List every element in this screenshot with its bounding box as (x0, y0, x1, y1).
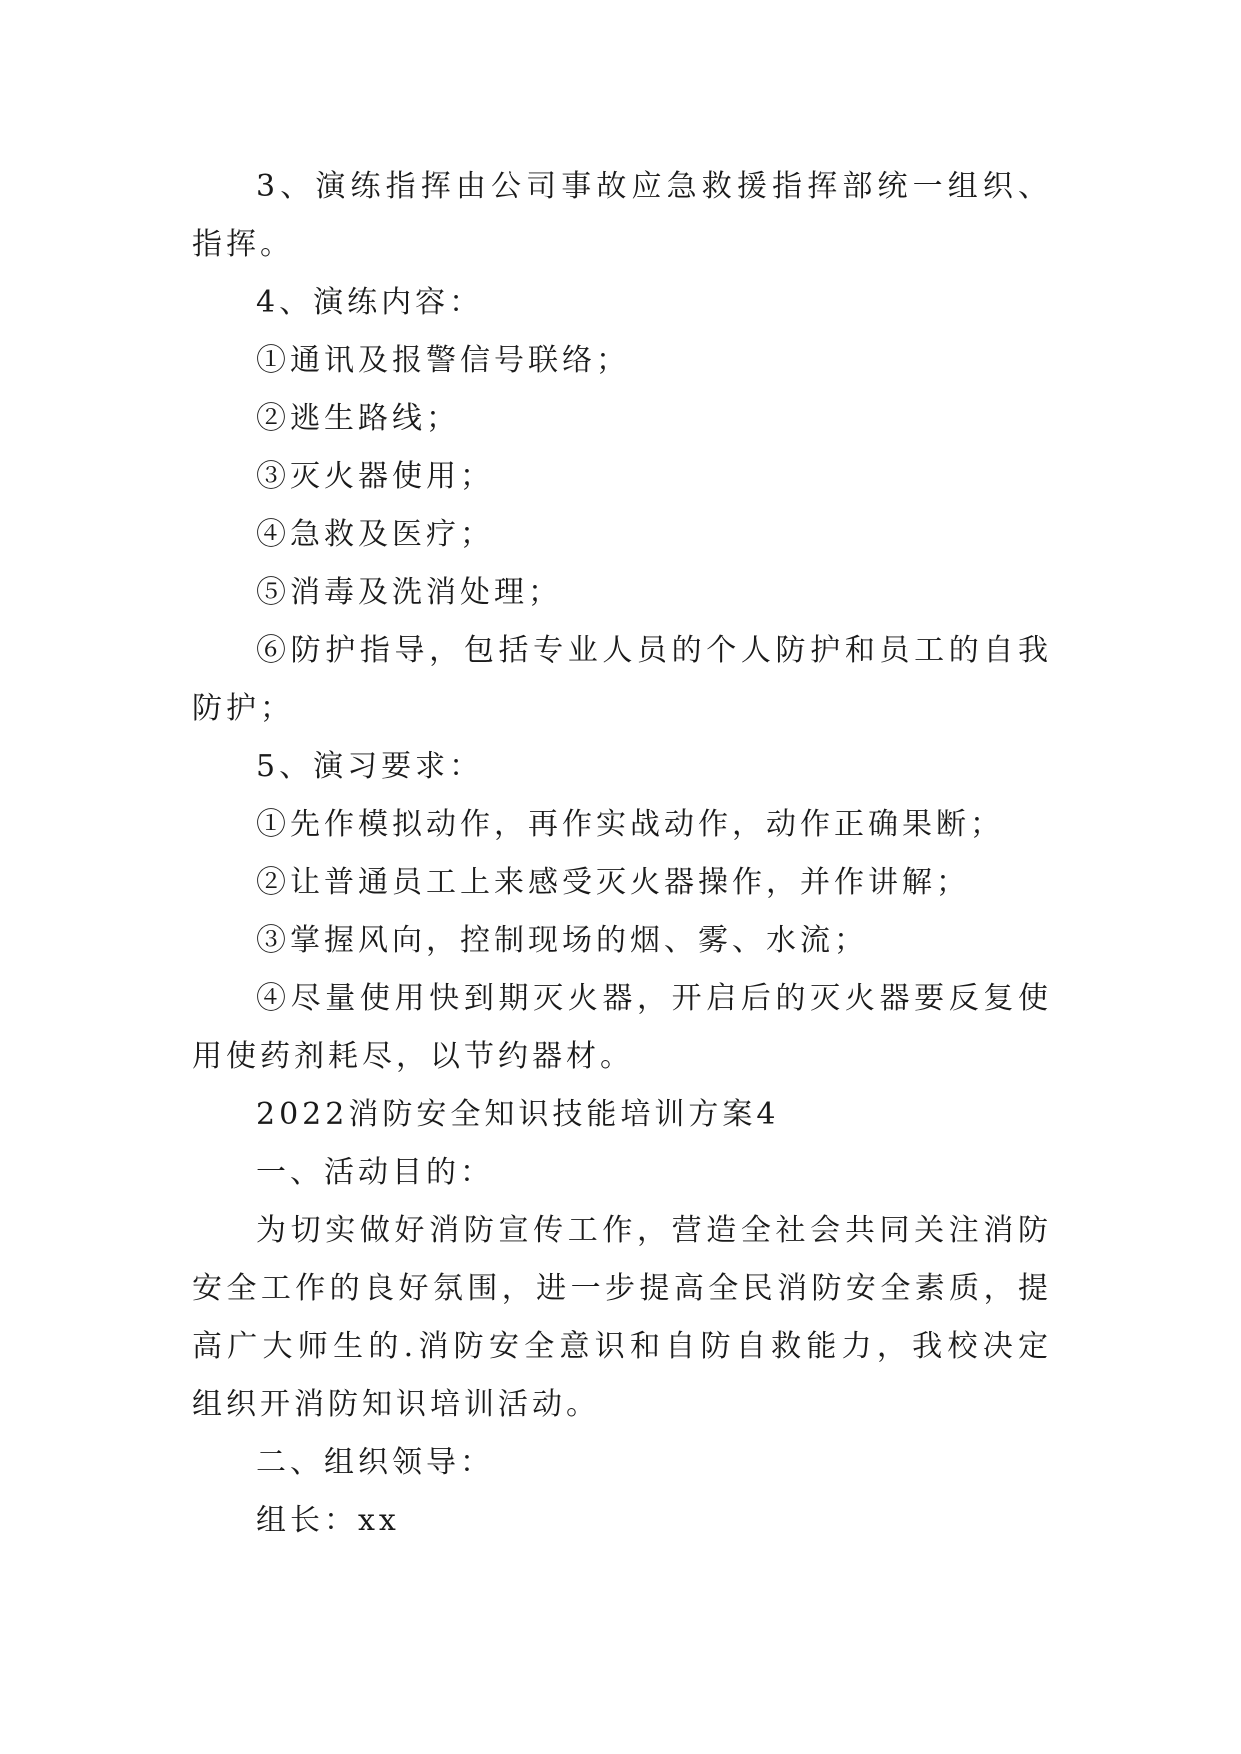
document-body (192, 158, 1052, 1550)
list-item: ⑤消毒及洗消处理； (256, 575, 562, 610)
list-item: ③灭火器使用； (256, 459, 494, 494)
list-item: ②让普通员工上来感受灭火器操作，并作讲解； (256, 865, 970, 900)
paragraph-drill-requirements-heading: 5、演习要求： (256, 749, 484, 784)
paragraph-team-leader: 组长：xx (256, 1503, 400, 1538)
list-item: ④急救及医疗； (256, 517, 494, 552)
list-item: ③掌握风向，控制现场的烟、雾、水流； (256, 923, 868, 958)
paragraph-drill-command: 3、演练指挥由公司事故应急救援指挥部统一组织、指挥。 (192, 169, 1052, 262)
list-item: ①先作模拟动作，再作实战动作，动作正确果断； (256, 807, 1004, 842)
list-item: ①通讯及报警信号联络； (256, 343, 630, 378)
paragraph-purpose-heading: 一、活动目的： (256, 1155, 494, 1190)
list-item: ②逃生路线； (256, 401, 460, 436)
paragraph-purpose-body: 为切实做好消防宣传工作，营造全社会共同关注消防安全工作的良好氛围，进一步提高全民消防安全素质，提高广大师生的.消防安全意识和自防自救能力，我校决定组织开消防知识培训活动。 (192, 1213, 1052, 1422)
list-item: ④尽量使用快到期灭火器，开启后的灭火器要反复使用使药剂耗尽，以节约器材。 (192, 981, 1052, 1074)
list-item: ⑥防护指导，包括专业人员的个人防护和员工的自我防护； (192, 633, 1052, 726)
paragraph-leadership-heading: 二、组织领导： (256, 1445, 494, 1480)
section-title: 2022消防安全知识技能培训方案4 (256, 1097, 780, 1132)
paragraph-drill-content-heading: 4、演练内容： (256, 285, 484, 320)
